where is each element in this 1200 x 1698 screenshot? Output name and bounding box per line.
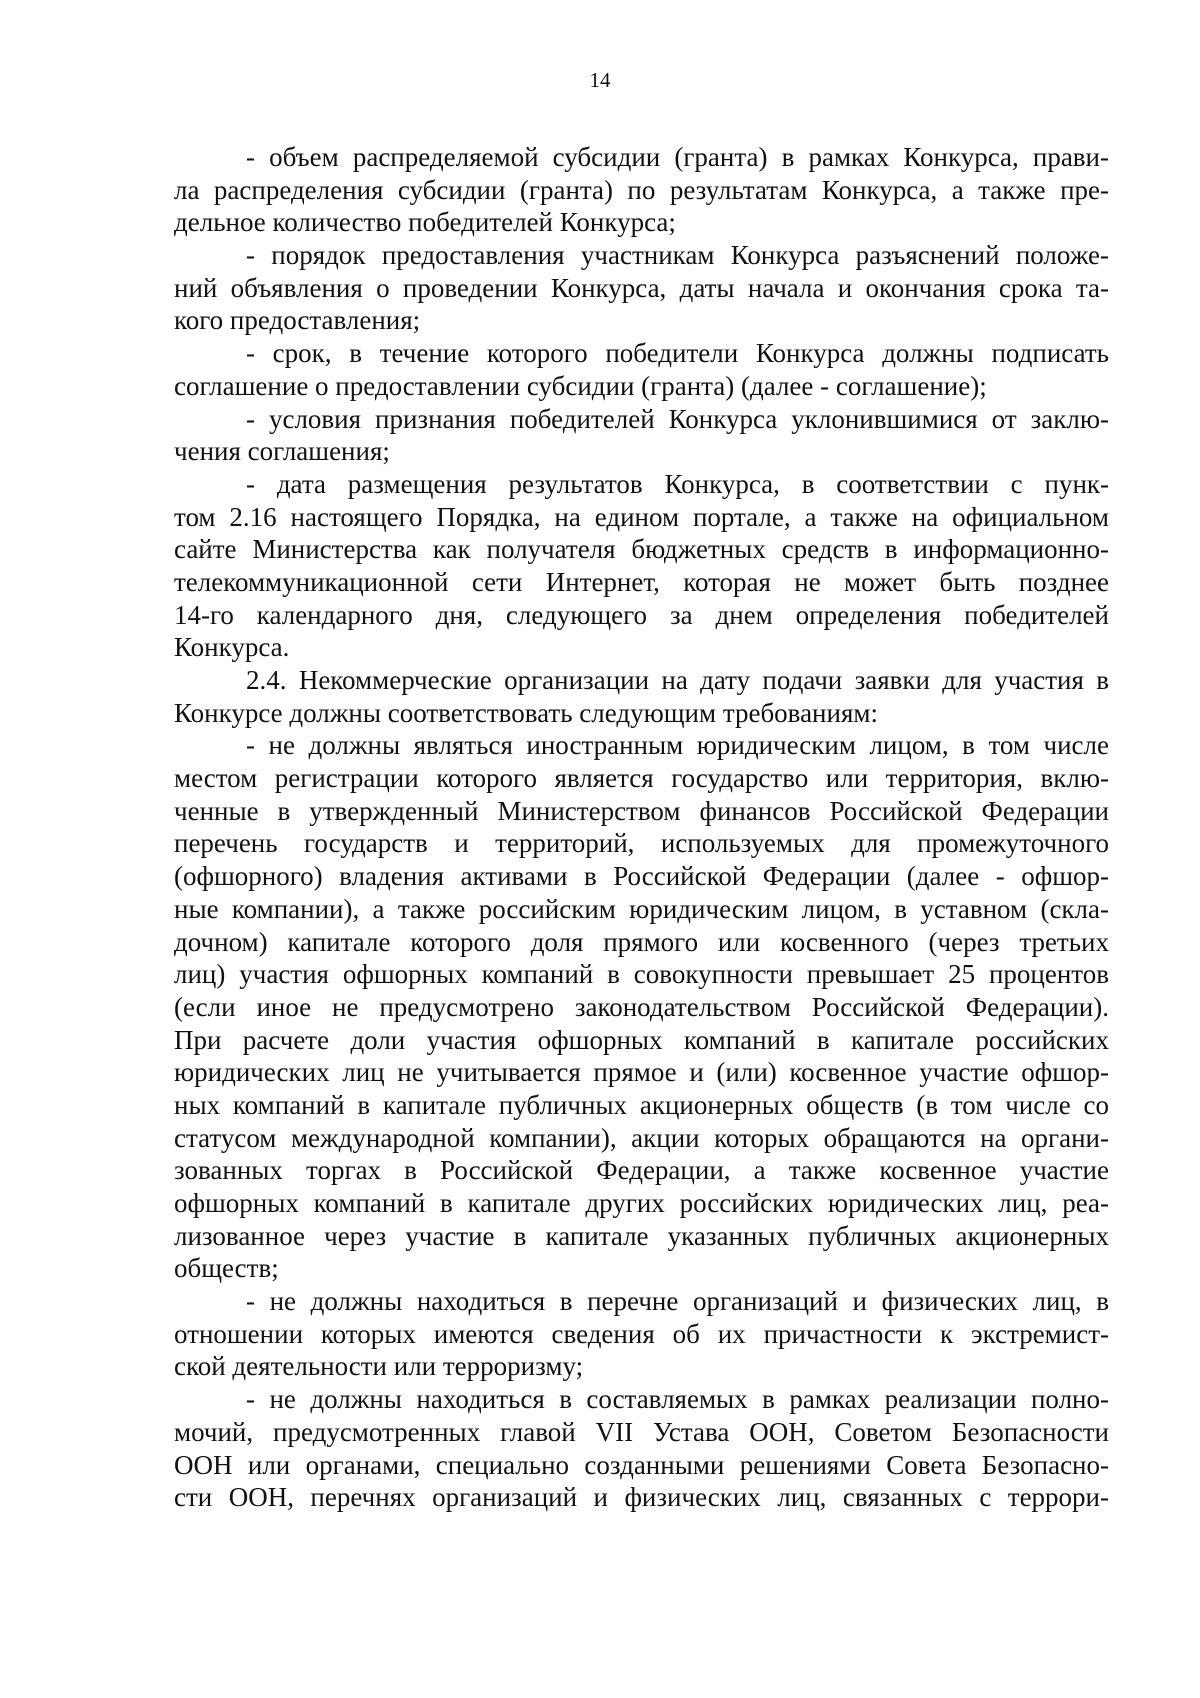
text-line: - не должны находиться в перечне организаций и физических лиц, в: [246, 1286, 1109, 1317]
text-line: ченные в утвержденный Министерством финансов Российской Федерации: [174, 795, 1109, 826]
text-line: зованных торгах в Российской Федерации, а также косвенное участие: [174, 1155, 1109, 1186]
text-line: местом регистрации которого является государство или территория, вклю-: [174, 763, 1109, 794]
text-line: обществ;: [174, 1253, 279, 1284]
text-line: том 2.16 настоящего Порядка, на едином портале, а также на официальном: [174, 501, 1109, 532]
text-line: лизованное через участие в капитале указанных публичных акционерных: [174, 1220, 1109, 1251]
text-line: офшорных компаний в капитале других российских юридических лиц, реа-: [174, 1188, 1109, 1218]
page-number: 14: [589, 68, 611, 92]
text-line: ской деятельности или терроризму;: [174, 1351, 584, 1382]
text-line: телекоммуникационной сети Интернет, которая не может быть позднее: [174, 566, 1109, 597]
text-line: - объем распределяемой субсидии (гранта) в рамках Конкурса, прави-: [246, 142, 1109, 172]
text-line: лиц) участия офшорных компаний в совокупности превышает 25 процентов: [174, 959, 1109, 990]
text-line: ла распределения субсидии (гранта) по результатам Конкурса, а также пре-: [174, 174, 1109, 205]
text-line: (офшорного) владения активами в Российской Федерации (далее - офшор-: [174, 861, 1109, 892]
text-line: дельное количество победителей Конкурса;: [174, 207, 676, 238]
text-line: дочном) капитале которого доля прямого или косвенного (через третьих: [174, 926, 1109, 957]
text-line: ООН или органами, специально созданными решениями Совета Безопасно-: [174, 1449, 1109, 1480]
text-line: соглашение о предоставлении субсидии (гранта) (далее - соглашение);: [174, 370, 987, 401]
text-line: сайте Министерства как получателя бюджетных средств в информационно-: [174, 534, 1109, 565]
text-line: - порядок предоставления участникам Конкурса разъяснений положе-: [246, 240, 1109, 271]
text-line: мочий, предусмотренных главой VII Устава ООН, Советом Безопасности: [174, 1416, 1109, 1447]
document-body: [174, 141, 1109, 1514]
text-line: чения соглашения;: [174, 436, 390, 467]
text-line: перечень государств и территорий, используемых для промежуточного: [174, 828, 1109, 859]
text-line: - не должны являться иностранным юридическим лицом, в том числе: [246, 730, 1109, 761]
text-line: - срок, в течение которого победители Конкурса должны подписать: [246, 338, 1109, 369]
text-line: отношении которых имеются сведения об их причастности к экстремист-: [174, 1318, 1109, 1349]
text-line: (если иное не предусмотрено законодательством Российской Федерации).: [174, 991, 1109, 1022]
text-line: ний объявления о проведении Конкурса, даты начала и окончания срока та-: [174, 272, 1109, 303]
text-line: Конкурса.: [174, 632, 290, 663]
text-line: - дата размещения результатов Конкурса, в соответствии с пунк-: [246, 468, 1109, 499]
text-line: 2.4. Некоммерческие организации на дату подачи заявки для участия в: [246, 665, 1109, 695]
text-line: - не должны находиться в составляемых в рамках реализации полно-: [246, 1384, 1109, 1415]
text-line: ные компании), а также российским юридическим лицом, в уставном (скла-: [174, 893, 1109, 924]
text-line: кого предоставления;: [174, 305, 421, 336]
text-line: статусом международной компании), акции которых обращаются на органи-: [174, 1122, 1109, 1153]
text-line: 14-го календарного дня, следующего за днем определения победителей: [174, 599, 1109, 630]
text-line: сти ООН, перечнях организаций и физических лиц, связанных с террори-: [174, 1482, 1109, 1513]
text-line: Конкурсе должны соответствовать следующим требованиям:: [174, 697, 878, 728]
text-line: юридических лиц не учитывается прямое и (или) косвенное участие офшор-: [174, 1057, 1109, 1088]
text-line: При расчете доли участия офшорных компаний в капитале российских: [174, 1024, 1109, 1055]
text-line: - условия признания победителей Конкурса уклонившимися от заклю-: [246, 403, 1109, 434]
text-line: ных компаний в капитале публичных акционерных обществ (в том числе со: [174, 1089, 1109, 1120]
